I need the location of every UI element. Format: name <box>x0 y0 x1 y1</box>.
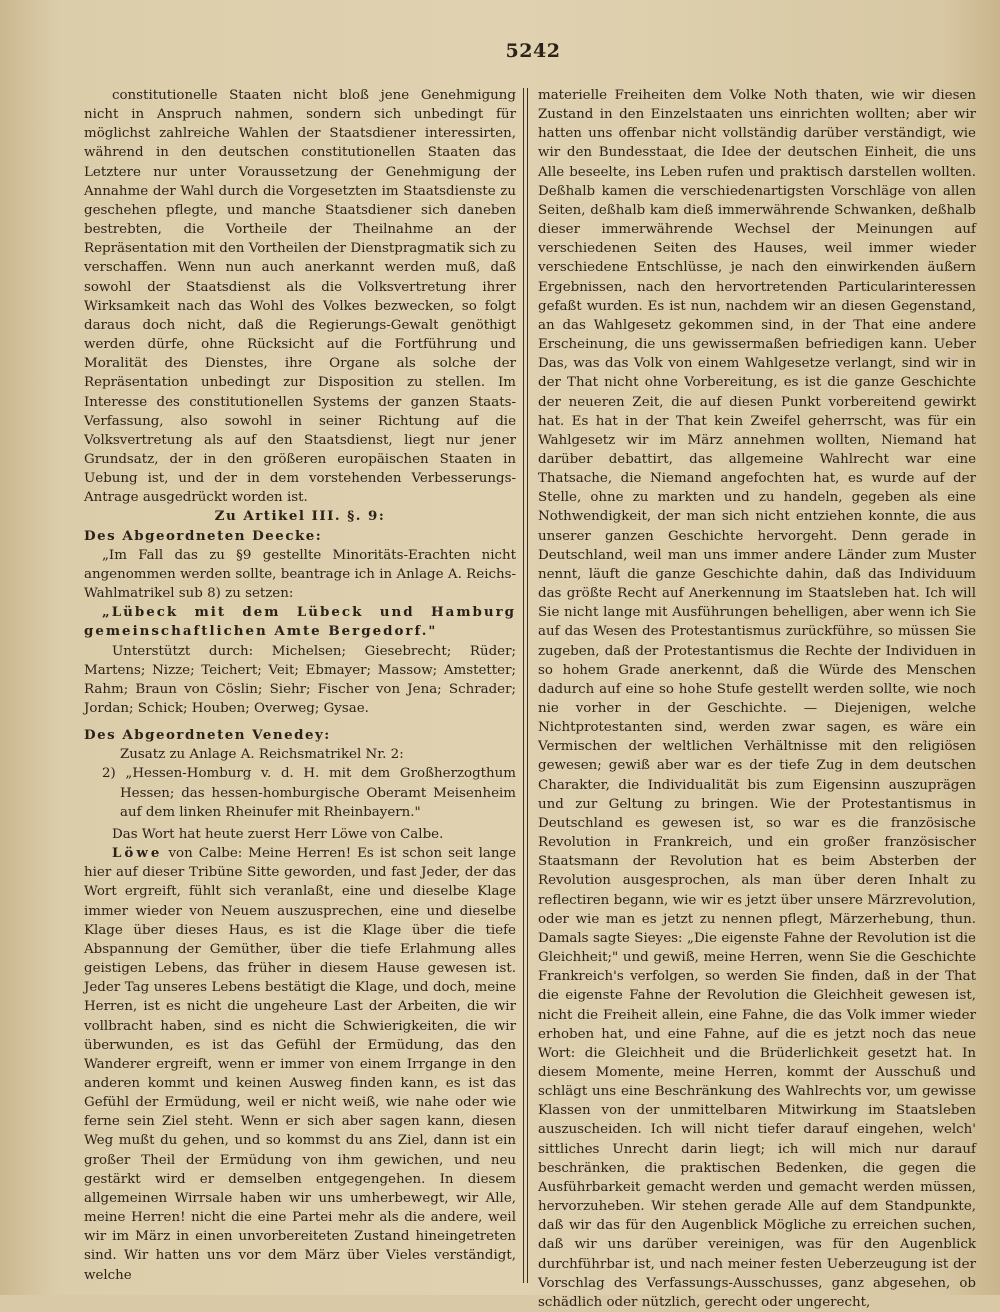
floor-announcement: Das Wort hat heute zuerst Herr Löwe von Calbe. <box>112 826 444 842</box>
deputy-heading-venedey: Des Abgeordneten Venedey: <box>84 727 331 744</box>
speech-paragraph <box>84 844 516 1285</box>
deputy-heading-deecke: Des Abgeordneten Deecke: <box>84 527 323 544</box>
column-divider <box>523 88 528 1283</box>
page-number: 5242 <box>505 40 561 62</box>
speaker-name: Löwe <box>112 845 163 862</box>
amendment-item: 2) „Hessen-Homburg v. d. H. mit dem Großherzogthum Hessen; das hessen-homburgische Oberamt Meisenheim auf dem linken Rheinufer mit Rheinbayern." <box>102 766 516 820</box>
motion-quote-deecke: „Lübeck mit dem Lübeck und Hamburg gemeinschaftlichen Amte Bergedorf." <box>84 604 516 640</box>
amendment-subheading: Zusatz zu Anlage A. Reichsmatrikel Nr. 2: <box>120 747 404 763</box>
section-heading: Zu Artikel III. §. 9: <box>214 508 386 525</box>
motion-text-deecke: „Im Fall das zu §9 gestellte Minoritäts-Erachten nicht angenommen werden sollte, beantrage ich in Anlage A. Reichs-Wahlmatrikel sub 8) zu setzen: <box>84 547 516 602</box>
supporters-list: Unterstützt durch: Michelsen; Giesebrecht; Rüder; Martens; Nizze; Teichert; Veit; Ebmayer; Massow; Amstetter; Rahm; Braun von Cöslin; Siehr; Fischer von Jena; Schrader; Jordan; Schick; Houben; Overweg; Gysae. <box>84 643 516 716</box>
speech-continuation: materielle Freiheiten dem Volke Noth thaten, wie wir diesen Zustand in den Einzelstaaten uns einrichten wollten; aber wir hatten uns offenbar nicht vollständig darüber verständigt, wie wir den Bundesstaat, die Idee der deutschen Einheit, die uns Alle beseelte, ins Leben rufen und praktisch darstellen wollten. Deßhalb kamen die verschiedenartigsten Vorschläge von allen Seiten, deßhalb kam dieß immerwährende Schwanken, deßhalb dieser immerwährende Wechsel der Meinungen auf verschiedenen Seiten des Hauses, weil immer wieder verschiedene Entschlüsse, je nach den einwirkenden äußern Ergebnissen, nach den hervortretenden Particularinteressen gefaßt wurden. Es ist nun, nachdem wir an diesen Gegenstand, an das Wahlgesetz gekommen sind, in der That eine andere Erscheinung, die uns gewissermaßen befriedigen kann. Ueber Das, was das Volk von einem Wahlgesetze verlangt, sind wir in der That nicht ohne Vorbereitung, es ist die ganze Geschichte der neueren Zeit, die auf diesen Punkt vorbereitend gewirkt hat. Es hat in der That kein Zweifel geherrscht, was für ein Wahlgesetz wir im März annehmen wollten, Niemand hat darüber debattirt, das allgemeine Wahlrecht war eine Thatsache, die Niemand angefochten hat, es wurde auf der Stelle, ohne zu markten und zu handeln, gegeben als eine Nothwendigkeit, der man sich nicht entziehen konnte, die aus unserer ganzen Geschichte hervorgeht. Denn gerade in Deutschland, weil man uns immer andere Länder zum Muster nennt, läuft die ganze Geschichte dahin, daß das Individuum das größte Recht auf Anerkennung im Staatsleben hat. Ich will Sie nicht lange mit Ausführungen behelligen, aber wenn ich Sie auf das Wesen des Protestantismus zurückführe, so müssen Sie zugeben, daß der Protestantismus die Rechte der Individuen in so hohem Grade anerkennt, daß die Würde des Menschen dadurch auf eine so hohe Stufe gestellt werden sollte, wie noch nie vorher in der Geschichte. — Diejenigen, welche Nichtprotestanten sind, werden zwar sagen, es wäre ein Vermischen der weltlichen Verhältnisse mit den religiösen gewesen; gewiß aber war es der tiefe Zug in dem deutschen Charakter, die Individualität bis zum Eigensinn auszuprägen und zur Geltung zu bringen. Wie der Protestantismus in Deutschland es gewesen ist, so war es die französische Revolution in Frankreich, und ein großer französischer Staatsmann der Revolution hat es beim Absterben der Revolution ausgesprochen, als man über deren Inhalt zu reflectiren begann, wie wir es jetzt über unsere Märzrevolution, oder wie man es jetzt zu nennen pflegt, Märzerhebung, thun. Damals sagte Sieyes: „Die eigenste Fahne der Revolution ist die Gleichheit;" und gewiß, meine Herren, wenn Sie die Geschichte Frankreich's verfolgen, so werden Sie finden, daß in der That die eigenste Fahne der Revolution die Gleichheit gewesen ist, nicht die Freiheit allein, eine Fahne, die das Volk immer wieder erhoben hat, und eine Fahne, auf die es jetzt noch das neue Wort: die Gleichheit und die Brüderlichkeit gesetzt hat. In diesem Momente, meine Herren, kommt der Ausschuß und schlägt uns eine Beschränkung des Wahlrechts vor, um gewisse Klassen von der unmittelbaren Mitwirkung im Staatsleben auszuscheiden. Ich will nicht tiefer darauf eingehen, welch' sittliches Unrecht darin liegt; ich will mich nur darauf beschränken, die praktischen Bedenken, die gegen die Ausführbarkeit gemacht werden und gemacht werden müssen, hervorzuheben. Wir stehen gerade Alle auf dem Standpunkte, daß wir das für den Augenblick Mögliche zu erreichen suchen, daß wir uns darüber vereinigen, was für den Augenblick durchführbar ist, und nach meiner festen Ueberzeugung ist der Vorschlag des Verfassungs-Ausschusses, ganz abgesehen, ob schädlich oder nützlich, gerecht oder ungerecht, <box>538 88 976 1310</box>
paragraph-continuation: constitutionelle Staaten nicht bloß jene Genehmigung nicht in Anspruch nahmen, sondern sich unbedingt für möglichst zahlreiche Wahlen der Staatsdiener interessirten, während in den deutschen constitutionellen Staaten das Letztere nur unter Voraussetzung der Genehmigung der Annahme der Wahl durch die Vorgesetzten im Staatsdienste zu geschehen pflegte, und manche Staatsdiener sich daneben bestrebten, die Vortheile der Theilnahme an der Repräsentation mit den Vortheilen der Dienstpragmatik sich zu verschaffen. Wenn nun auch anerkannt werden muß, daß sowohl der Staatsdienst als die Volksvertretung ihrer Wirksamkeit nach das Wohl des Volkes bezwecken, so folgt daraus doch nicht, daß die Regierungs-Gewalt genöthigt werden dürfe, ohne Rücksicht auf die Fortführung und Moralität des Dienstes, ihre Organe als solche der Repräsentation unbedingt zur Disposition zu stellen. Im Interesse des constitutionellen Systems der ganzen Staats-Verfassung, also sowohl in seiner Richtung auf die Volksvertretung als auf den Staatsdienst, liegt nur jener Grundsatz, der in den größeren europäischen Staaten in Uebung ist, und der in dem vorstehenden Verbesserungs-Antrage ausgedrückt worden ist. <box>84 88 516 506</box>
right-column <box>538 86 976 1312</box>
left-column <box>84 86 516 1285</box>
speech-text: von Calbe: Meine Herren! Es ist schon seit lange hier auf dieser Tribüne Sitte geworden, und fast Jeder, der das Wort ergreift, fühlt sich veranlaßt, eine und dieselbe Klage immer wieder von Neuem auszusprechen, eine und dieselbe Klage über dieses Haus, es ist die Klage über die tiefe Abspannung der Gemüther, über die tiefe Erlahmung alles geistigen Lebens, das früher in diesem Hause gewesen ist. Jeder Tag unseres Lebens bestätigt die Klage, und doch, meine Herren, ist es nicht die ungeheure Last der Arbeiten, die wir vollbracht haben, sind es nicht die Schwierigkeiten, die wir überwunden, es ist das Gefühl der Ermüdung, das den Wanderer ergreift, wenn er immer von einem Irrgange in den anderen kommt und keinen Ausweg finden kann, es ist das Gefühl der Ermüdung, weil er nicht weiß, wie nahe oder wie ferne sein Ziel steht. Wenn er sich aber sagen kann, diesen Weg mußt du gehen, und so kommst du ans Ziel, dann ist ein großer Theil der Ermüdung von ihm gewichen, und neu gestärkt wird er demselben entgegengehen. In diesem allgemeinen Wirrsale haben wir uns umherbewegt, wir Alle, meine Herren! nicht die eine Partei mehr als die andere, weil wir im März in einen unvorbereiteten Zustand hineingetreten sind. Wir hatten uns vor dem März über Vieles verständigt, welche <box>84 846 516 1283</box>
